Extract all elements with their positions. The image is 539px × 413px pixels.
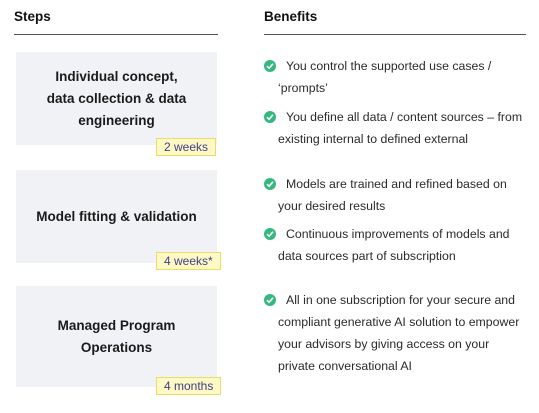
- check-circle-icon: [264, 228, 276, 240]
- benefit-item: [264, 173, 526, 217]
- benefit-text: All in one subscription for your secure and compliant generative AI solution to empower your advisors by giving access on your private conversational AI: [278, 293, 520, 373]
- step-title: Model fitting & validation: [36, 208, 197, 224]
- step-title: Managed Program Operations: [57, 317, 176, 355]
- step-duration-badge: 2 weeks: [156, 138, 216, 156]
- benefit-text: You control the supported use cases / ‘prompts’: [278, 59, 492, 95]
- benefits-divider: [264, 34, 526, 35]
- step-title: Individual concept, data collection & data engineering: [46, 68, 187, 128]
- check-circle-icon: [264, 111, 276, 123]
- check-circle-icon: [264, 60, 276, 72]
- benefit-item: [264, 289, 526, 377]
- benefit-item: [264, 223, 526, 267]
- benefit-text: Models are trained and refined based on your desired results: [278, 177, 507, 213]
- step-duration-badge: 4 months: [156, 377, 221, 395]
- step-card-model-fitting: [16, 170, 217, 263]
- benefits-heading: Benefits: [264, 9, 318, 24]
- check-circle-icon: [264, 178, 276, 190]
- check-circle-icon: [264, 294, 276, 306]
- benefit-item: [264, 106, 526, 150]
- step-card-concept: [16, 52, 217, 145]
- benefit-text: Continuous improvements of models and data sources part of subscription: [278, 227, 510, 263]
- steps-divider: [14, 34, 218, 35]
- step-duration-badge: 4 weeks*: [156, 252, 221, 270]
- benefit-text: You define all data / content sources – from existing internal to defined external: [278, 110, 523, 146]
- steps-heading: Steps: [14, 9, 51, 24]
- step-card-operations: [16, 286, 217, 387]
- benefit-item: [264, 55, 526, 99]
